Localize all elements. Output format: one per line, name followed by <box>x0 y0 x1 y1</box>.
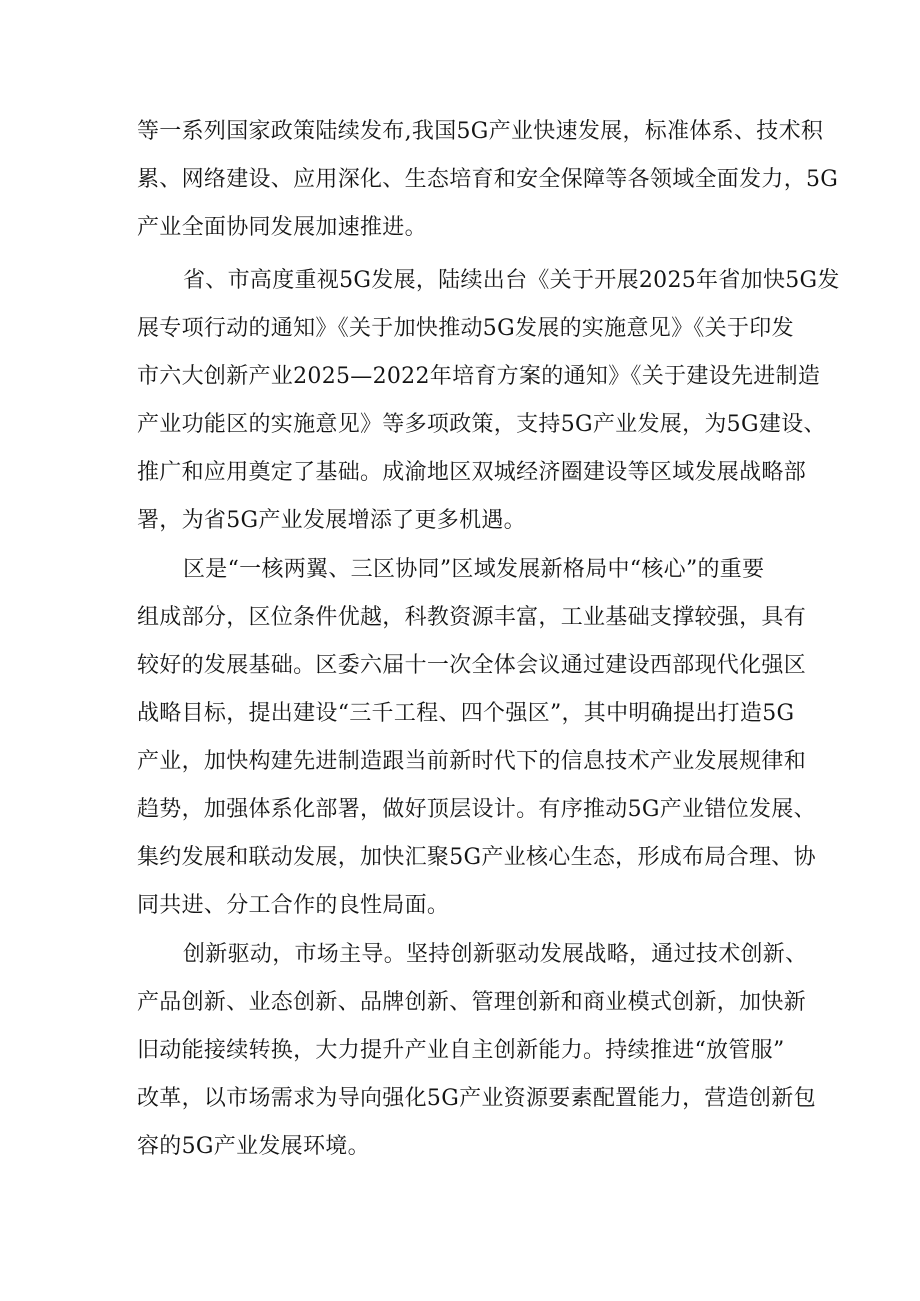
paragraph-line: 产业全面协同发展加速推进。 <box>137 215 427 240</box>
paragraph-line: 署，为省5G产业发展增添了更多机遇。 <box>137 508 526 533</box>
paragraph-line: 较好的发展基础。区委六届十一次全体会议通过建设西部现代化强区 <box>137 653 807 678</box>
paragraph-line: 展专项行动的通知》《关于加快推动5G发展的实施意见》《关于印发 <box>137 316 794 341</box>
paragraph-line: 改革，以市场需求为导向强化5G产业资源要素配置能力，营造创新包 <box>137 1086 816 1111</box>
paragraph-line: 产业，加快构建先进制造跟当前新时代下的信息技术产业发展规律和 <box>137 749 807 774</box>
paragraph-line: 产品创新、业态创新、品牌创新、管理创新和商业模式创新，加快新 <box>137 990 807 1015</box>
paragraph-line: 市六大创新产业2025—2022年培育方案的通知》《关于建设先进制造 <box>137 364 821 389</box>
paragraph-line: 旧动能接续转换，大力提升产业自主创新能力。持续推进“放管服” <box>137 1038 785 1063</box>
paragraph-line: 省、市高度重视5G发展，陆续出台《关于开展2025年省加快5G发 <box>183 268 840 293</box>
paragraph-line: 战略目标，提出建设“三千工程、四个强区”，其中明确提出打造5G <box>137 701 795 726</box>
paragraph-line: 产业功能区的实施意见》等多项政策，支持5G产业发展，为5G建设、 <box>137 412 826 437</box>
paragraph-line: 累、网络建设、应用深化、生态培育和安全保障等各领域全面发力，5G <box>137 167 839 192</box>
paragraph-line: 创新驱动，市场主导。坚持创新驱动发展战略，通过技术创新、 <box>183 942 808 967</box>
paragraph-line: 等一系列国家政策陆续发布,我国5G产业快速发展，标准体系、技术积 <box>137 119 824 144</box>
paragraph-line: 组成部分，区位条件优越，科教资源丰富，工业基础支撑较强，具有 <box>137 605 807 630</box>
paragraph-line: 区是“一核两翼、三区协同”区域发展新格局中“核心”的重要 <box>183 557 765 582</box>
paragraph-line: 同共进、分工合作的良性局面。 <box>137 893 450 918</box>
paragraph-line: 推广和应用奠定了基础。成渝地区双城经济圈建设等区域发展战略部 <box>137 460 807 485</box>
paragraph-line: 趋势，加强体系化部署，做好顶层设计。有序推动5G产业错位发展、 <box>137 797 816 822</box>
paragraph-line: 容的5G产业发展环境。 <box>137 1134 370 1159</box>
paragraph-line: 集约发展和联动发展，加快汇聚5G产业核心生态，形成布局合理、协 <box>137 845 816 870</box>
